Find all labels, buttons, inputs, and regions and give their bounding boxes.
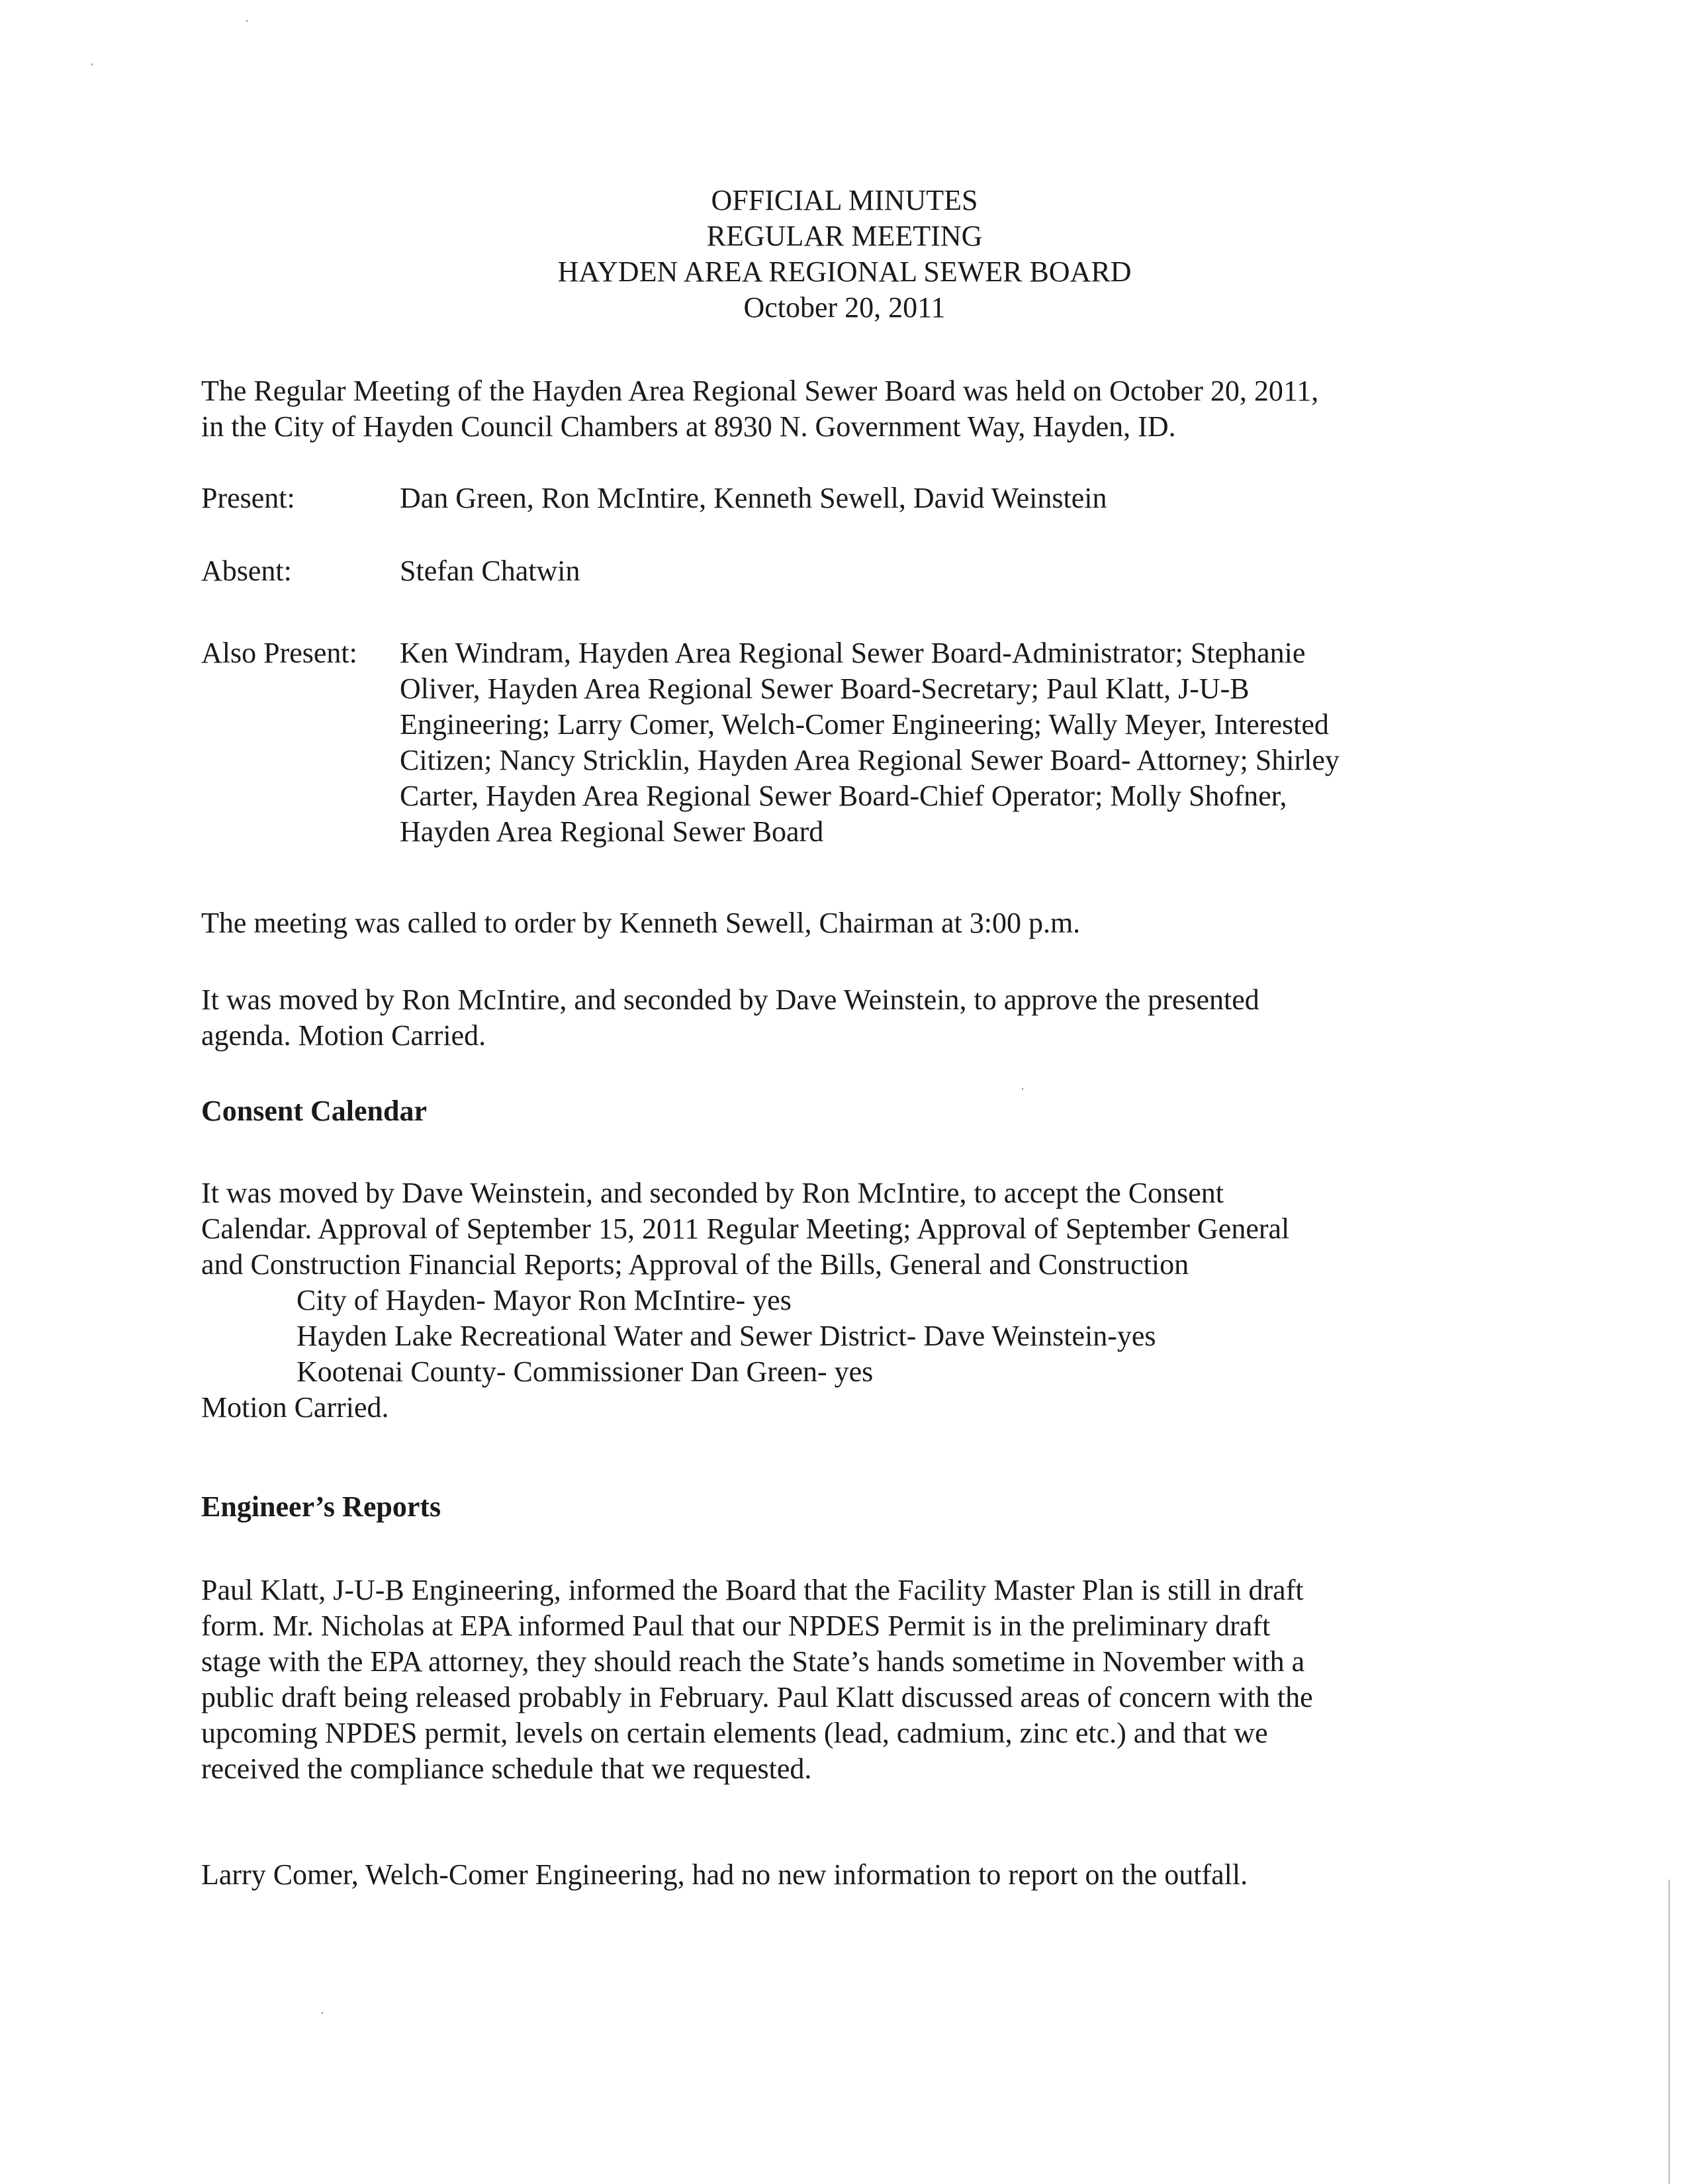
agenda-motion: [201, 982, 1485, 1054]
intro-paragraph: [201, 373, 1485, 445]
title-regular-meeting: REGULAR MEETING: [706, 220, 983, 252]
also-present-line: Engineering; Larry Comer, Welch-Comer Engineering; Wally Meyer, Interested: [400, 708, 1329, 741]
call-to-order-text: The meeting was called to order by Kenneth Sewell, Chairman at 3:00 p.m.: [201, 907, 1081, 939]
present-label: Present:: [201, 482, 295, 514]
klatt-report-line: stage with the EPA attorney, they should reach the State’s hands sometime in November with a: [201, 1645, 1305, 1678]
consent-vote: City of Hayden- Mayor Ron McIntire- yes: [297, 1284, 792, 1316]
comer-report: [201, 1857, 1485, 1893]
absent-value: Stefan Chatwin: [400, 555, 580, 587]
present-row: [201, 480, 1485, 516]
present-value: Dan Green, Ron McIntire, Kenneth Sewell, David Weinstein: [400, 482, 1107, 514]
also-present-line: Oliver, Hayden Area Regional Sewer Board-Secretary; Paul Klatt, J-U-B: [400, 672, 1250, 705]
absent-row: [201, 553, 1485, 589]
consent-line: It was moved by Dave Weinstein, and seconded by Ron McIntire, to accept the Consent: [201, 1177, 1224, 1209]
consent-line: and Construction Financial Reports; Approval of the Bills, General and Construction: [201, 1248, 1189, 1281]
absent-label: Absent:: [201, 555, 292, 587]
document-title-block: [0, 183, 1689, 326]
title-official-minutes: OFFICIAL MINUTES: [711, 184, 978, 216]
scan-edge-line: [1668, 1880, 1670, 2184]
klatt-report: [201, 1572, 1485, 1787]
klatt-report-line: form. Mr. Nicholas at EPA informed Paul that our NPDES Permit is in the preliminary draft: [201, 1610, 1271, 1642]
also-present-line: Hayden Area Regional Sewer Board: [400, 815, 824, 848]
also-present-line: Citizen; Nancy Stricklin, Hayden Area Regional Sewer Board- Attorney; Shirley: [400, 744, 1340, 776]
agenda-motion-line: agenda. Motion Carried.: [201, 1019, 486, 1052]
scan-speck: [91, 64, 93, 66]
consent-line: Calendar. Approval of September 15, 2011 Regular Meeting; Approval of September General: [201, 1212, 1290, 1245]
klatt-report-line: received the compliance schedule that we requested.: [201, 1752, 812, 1785]
scan-speck: [246, 20, 248, 22]
also-present-line: Carter, Hayden Area Regional Sewer Board-Chief Operator; Molly Shofner,: [400, 780, 1287, 812]
scan-speck: [322, 2012, 323, 2014]
comer-report-text: Larry Comer, Welch-Comer Engineering, had no new information to report on the outfall.: [201, 1858, 1248, 1891]
consent-calendar-body: [201, 1175, 1485, 1426]
also-present-row: [201, 635, 1485, 850]
engineers-reports-heading: Engineer’s Reports: [201, 1490, 441, 1523]
klatt-report-line: public draft being released probably in February. Paul Klatt discussed areas of concern with the: [201, 1681, 1313, 1713]
consent-result: Motion Carried.: [201, 1391, 389, 1424]
scan-speck: [1022, 1088, 1023, 1090]
also-present-value: [400, 635, 1485, 850]
consent-vote: Hayden Lake Recreational Water and Sewer District- Dave Weinstein-yes: [297, 1320, 1156, 1352]
also-present-line: Ken Windram, Hayden Area Regional Sewer Board-Administrator; Stephanie: [400, 637, 1306, 669]
also-present-label: Also Present:: [201, 637, 357, 669]
consent-vote: Kootenai County- Commissioner Dan Green- yes: [297, 1355, 874, 1388]
agenda-motion-line: It was moved by Ron McIntire, and seconded by Dave Weinstein, to approve the presented: [201, 983, 1259, 1016]
klatt-report-line: Paul Klatt, J-U-B Engineering, informed the Board that the Facility Master Plan is still in draft: [201, 1574, 1304, 1606]
intro-line: The Regular Meeting of the Hayden Area Regional Sewer Board was held on October 20, 2011,: [201, 375, 1319, 407]
call-to-order: [201, 905, 1485, 941]
title-meeting-date: October 20, 2011: [743, 291, 946, 324]
title-board-name: HAYDEN AREA REGIONAL SEWER BOARD: [557, 255, 1132, 288]
consent-calendar-heading: Consent Calendar: [201, 1095, 428, 1127]
klatt-report-line: upcoming NPDES permit, levels on certain elements (lead, cadmium, zinc etc.) and that we: [201, 1717, 1268, 1749]
intro-line: in the City of Hayden Council Chambers at 8930 N. Government Way, Hayden, ID.: [201, 410, 1176, 443]
